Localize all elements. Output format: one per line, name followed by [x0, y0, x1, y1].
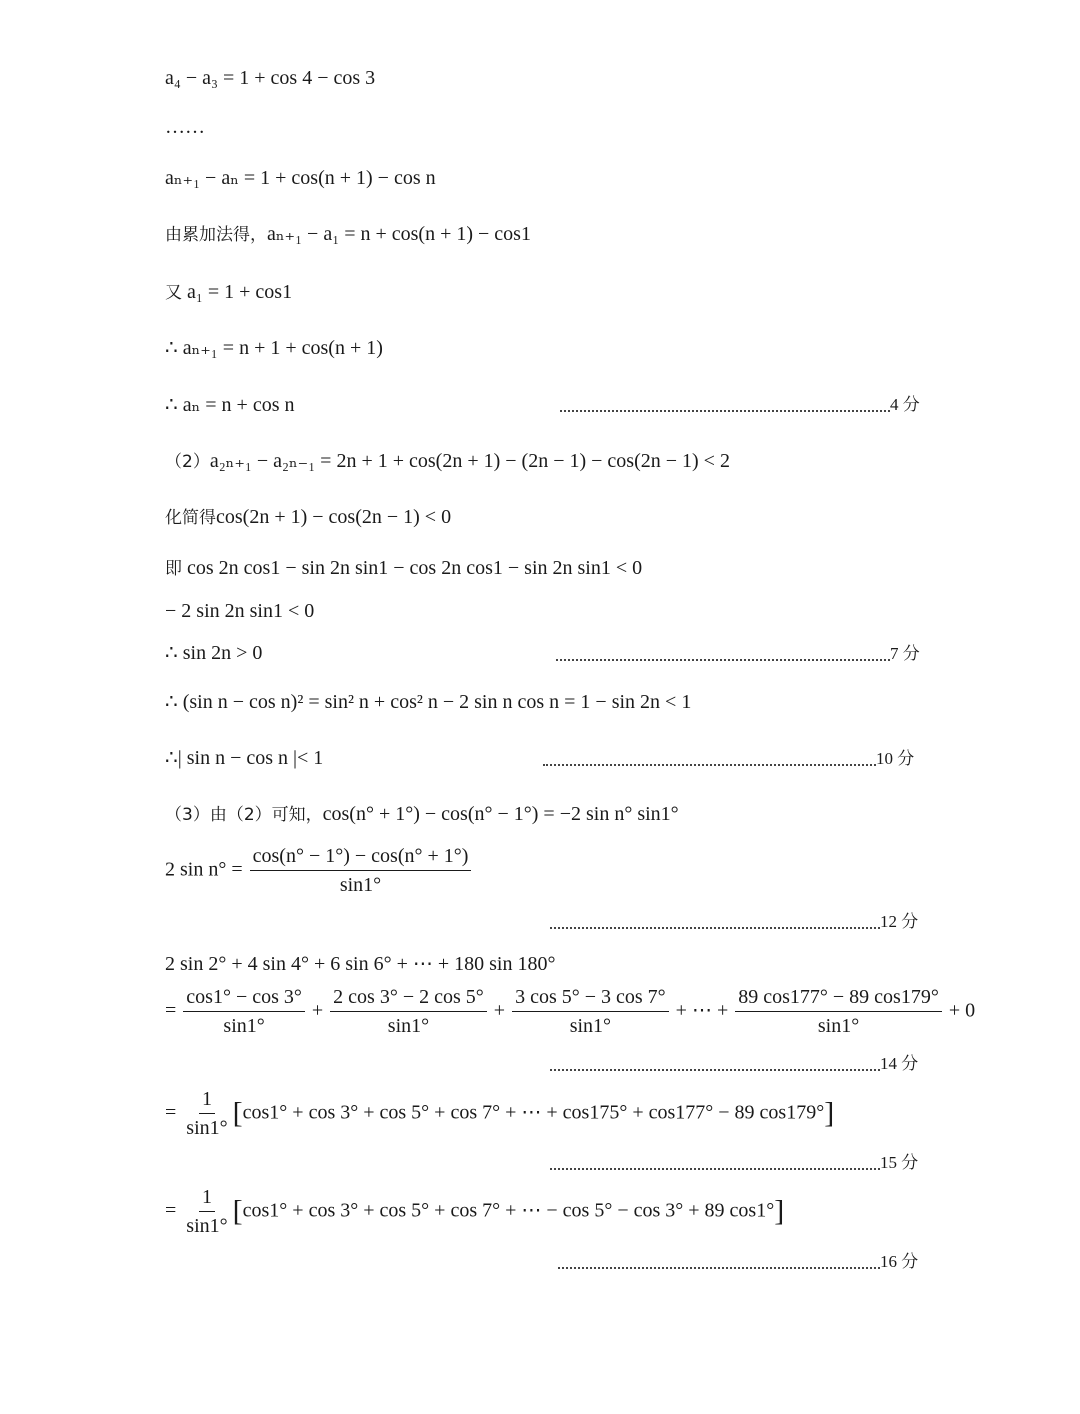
score-marker-7 [556, 643, 920, 665]
fraction-denominator: sin1° [186, 1215, 228, 1237]
leader-dots [550, 1060, 880, 1071]
equals-sign: = [165, 1199, 177, 1222]
score-marker-12 [550, 911, 918, 933]
score-label: 14 分 [880, 1054, 919, 1073]
score-label: 7 分 [890, 644, 920, 663]
score-label: 15 分 [880, 1153, 919, 1172]
sin-n-lhs: 2 sin n° = [165, 858, 243, 881]
leader-dots [558, 1258, 880, 1269]
score-label: 16 分 [880, 1252, 919, 1271]
equation-abs-value: ∴| sin n − cos n |< 1 [165, 747, 324, 769]
fraction-numerator: cos1° − cos 3° [183, 986, 305, 1012]
score-marker-4 [560, 394, 920, 416]
score-label: 4 分 [890, 395, 920, 414]
fraction [735, 986, 942, 1038]
accumulation-equation: aₙ₊₁ − a₁ = n + cos(n + 1) − cos1 [267, 223, 531, 245]
fraction-denominator: sin1° [387, 1015, 430, 1037]
equation-a-n-plus-1: ∴ aₙ₊₁ = n + 1 + cos(n + 1) [165, 337, 383, 359]
fraction [330, 986, 487, 1038]
leader-dots [543, 755, 876, 766]
bracket-content: cos1° + cos 3° + cos 5° + cos 7° + ⋯ + cos175° + cos177° − 89 cos179° [242, 1101, 825, 1124]
fraction-denominator: sin1° [339, 874, 382, 896]
telescoping-line [165, 986, 975, 1038]
bracket-content: cos1° + cos 3° + cos 5° + cos 7° + ⋯ − cos 5° − cos 3° + 89 cos1° [242, 1199, 775, 1222]
accumulation-line [165, 222, 531, 247]
right-bracket: ] [774, 1194, 785, 1228]
simplify-equation: cos(2n + 1) − cos(2n − 1) < 0 [216, 506, 452, 528]
score-marker-10 [543, 748, 914, 770]
fraction [183, 1088, 230, 1140]
fraction-numerator: 1 [199, 1088, 215, 1114]
score-label: 10 分 [876, 749, 915, 768]
right-bracket: ] [824, 1096, 835, 1130]
equation-a-n: ∴ aₙ = n + cos n [165, 394, 295, 416]
fraction-denominator: sin1° [569, 1015, 612, 1037]
fraction [512, 986, 669, 1038]
leader-dots [560, 401, 890, 412]
left-bracket: [ [232, 1096, 243, 1130]
score-marker-14 [550, 1053, 918, 1075]
sin-n-fraction-line [165, 845, 473, 897]
part2-label: （2） [165, 452, 210, 472]
equals-sign: = [165, 1101, 177, 1124]
leader-dots [550, 1159, 880, 1170]
fraction-numerator: 89 cos177° − 89 cos179° [735, 986, 942, 1012]
leader-dots [556, 650, 890, 661]
ellipsis-plus: + ⋯ + [675, 999, 729, 1022]
fraction-numerator: 3 cos 5° − 3 cos 7° [512, 986, 669, 1012]
simplify-text: 化简得 [165, 508, 216, 528]
part3-line [165, 802, 679, 827]
expand-equation: cos 2n cos1 − sin 2n sin1 − cos 2n cos1 − sin 2n sin1 < 0 [187, 557, 643, 579]
part2-line [165, 449, 730, 474]
score-label: 12 分 [880, 912, 919, 931]
fraction [183, 1186, 230, 1238]
simplify-line [165, 505, 451, 530]
plus-sign: + [493, 999, 506, 1022]
equation-recurrence: aₙ₊₁ − aₙ = 1 + cos(n + 1) − cos n [165, 167, 436, 189]
equation-sum: 2 sin 2° + 4 sin 4° + 6 sin 6° + ⋯ + 180 sin 180° [165, 953, 556, 975]
part2-equation: a₂ₙ₊₁ − a₂ₙ₋₁ = 2n + 1 + cos(2n + 1) − (2n − 1) − cos(2n − 1) < 2 [209, 450, 730, 472]
left-bracket: [ [232, 1194, 243, 1228]
score-marker-15 [550, 1152, 918, 1174]
equals-sign: = [165, 999, 177, 1022]
a1-equation: a₁ = 1 + cos1 [187, 281, 293, 303]
a1-line [165, 280, 292, 305]
fraction-denominator: sin1° [186, 1117, 228, 1139]
equation-a4-a3: a₄ − a₃ = 1 + cos 4 − cos 3 [165, 67, 376, 89]
plus-zero: + 0 [948, 999, 976, 1022]
fraction-numerator: 2 cos 3° − 2 cos 5° [330, 986, 487, 1012]
fraction [183, 986, 305, 1038]
plus-sign: + [311, 999, 324, 1022]
fraction-denominator: sin1° [817, 1015, 860, 1037]
accumulation-text: 由累加法得， [165, 225, 267, 245]
expand-text: 即 [165, 559, 182, 579]
part3-text: （3）由（2）可知， [165, 805, 323, 825]
ellipsis: …… [165, 116, 205, 138]
fraction [250, 845, 472, 897]
equation-neg-2sin: − 2 sin 2n sin1 < 0 [165, 600, 315, 622]
leader-dots [550, 918, 880, 929]
a1-text: 又 [165, 283, 182, 303]
equation-square: ∴ (sin n − cos n)² = sin² n + cos² n − 2 sin n cos n = 1 − sin 2n < 1 [165, 691, 692, 713]
bracket-line-1 [165, 1088, 834, 1140]
bracket-line-2 [165, 1186, 784, 1238]
part3-equation: cos(n° + 1°) − cos(n° − 1°) = −2 sin n° sin1° [322, 803, 679, 825]
fraction-numerator: cos(n° − 1°) − cos(n° + 1°) [250, 845, 472, 871]
score-marker-16 [558, 1251, 918, 1273]
equation-sin2n-positive: ∴ sin 2n > 0 [165, 642, 263, 664]
fraction-denominator: sin1° [223, 1015, 265, 1037]
fraction-numerator: 1 [199, 1186, 215, 1212]
expand-line [165, 556, 642, 581]
